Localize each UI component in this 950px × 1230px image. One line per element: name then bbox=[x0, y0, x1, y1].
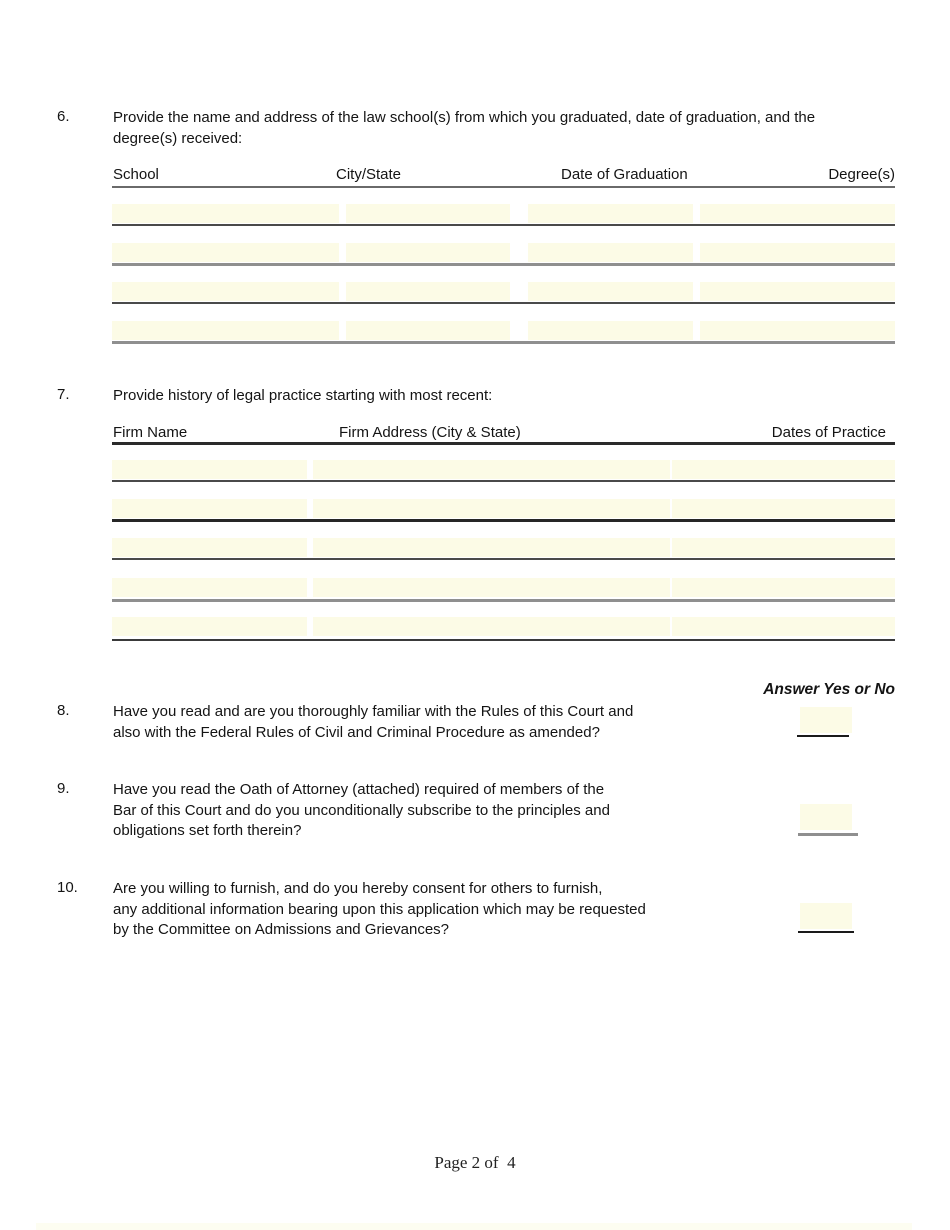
answer-8-underline bbox=[797, 735, 849, 737]
question-10-line2: any additional information bearing upon this application which may be requested bbox=[113, 900, 646, 918]
graduation-date-field-row3[interactable] bbox=[528, 282, 693, 301]
table7-header-rule bbox=[112, 442, 895, 445]
firm-address-field-row5[interactable] bbox=[313, 617, 670, 636]
answer-10-field[interactable] bbox=[800, 903, 852, 929]
school-field-row2[interactable] bbox=[112, 243, 339, 262]
practice-dates-field-row3[interactable] bbox=[672, 538, 895, 557]
school-field-row4[interactable] bbox=[112, 321, 339, 340]
question-7-number: 7. bbox=[57, 386, 70, 403]
page-number-footer: Page 2 of 4 bbox=[434, 1153, 516, 1172]
question-9-number: 9. bbox=[57, 780, 70, 797]
col-header-degrees: Degree(s) bbox=[828, 166, 895, 183]
question-6-line1: Provide the name and address of the law school(s) from which you graduated, date of graduation, and the bbox=[113, 109, 816, 126]
table6-row4-rule bbox=[112, 341, 895, 344]
table7-row5-rule bbox=[112, 639, 895, 641]
question-6-line2: degree(s) received: bbox=[113, 129, 243, 147]
degree-field-row3[interactable] bbox=[700, 282, 895, 301]
question-6-text bbox=[113, 108, 903, 149]
city-state-field-row3[interactable] bbox=[346, 282, 510, 301]
question-9-line3: obligations set forth therein? bbox=[113, 822, 302, 839]
col-header-date-of-graduation: Date of Graduation bbox=[561, 166, 688, 183]
col-header-firm-name: Firm Name bbox=[113, 424, 188, 441]
city-state-field-row1[interactable] bbox=[346, 204, 510, 223]
question-10-number: 10. bbox=[57, 879, 78, 896]
question-10-line1: Are you willing to furnish, and do you hereby consent for others to furnish, bbox=[113, 880, 603, 897]
firm-name-field-row1[interactable] bbox=[112, 460, 307, 479]
firm-address-field-row2[interactable] bbox=[313, 499, 670, 518]
col-header-city-state: City/State bbox=[336, 166, 402, 183]
question-9-text bbox=[113, 780, 753, 842]
table6-header-rule bbox=[112, 186, 895, 188]
firm-name-field-row3[interactable] bbox=[112, 538, 307, 557]
practice-dates-field-row4[interactable] bbox=[672, 578, 895, 597]
question-8-line2: also with the Federal Rules of Civil and Criminal Procedure as amended? bbox=[113, 723, 600, 741]
answer-8-field[interactable] bbox=[800, 707, 852, 733]
degree-field-row1[interactable] bbox=[700, 204, 895, 223]
col-header-firm-address: Firm Address (City & State) bbox=[339, 424, 521, 441]
table7-row2-rule bbox=[112, 519, 895, 522]
question-10-line3: by the Committee on Admissions and Grievances? bbox=[113, 921, 449, 938]
col-header-dates-of-practice: Dates of Practice bbox=[771, 424, 886, 441]
question-8-number: 8. bbox=[57, 702, 70, 719]
school-field-row1[interactable] bbox=[112, 204, 339, 223]
answer-9-underline bbox=[798, 833, 858, 836]
question-10-text bbox=[113, 879, 773, 941]
answer-yes-or-no-header: Answer Yes or No bbox=[763, 681, 895, 698]
table7-row1-rule bbox=[112, 480, 895, 482]
question-6-number: 6. bbox=[57, 108, 70, 125]
table7-row3-rule bbox=[112, 558, 895, 560]
question-8-line1: Have you read and are you thoroughly familiar with the Rules of this Court and bbox=[113, 703, 634, 720]
city-state-field-row4[interactable] bbox=[346, 321, 510, 340]
school-field-row3[interactable] bbox=[112, 282, 339, 301]
graduation-date-field-row2[interactable] bbox=[528, 243, 693, 262]
firm-name-field-row5[interactable] bbox=[112, 617, 307, 636]
degree-field-row2[interactable] bbox=[700, 243, 895, 262]
graduation-date-field-row4[interactable] bbox=[528, 321, 693, 340]
firm-name-field-row4[interactable] bbox=[112, 578, 307, 597]
firm-address-field-row4[interactable] bbox=[313, 578, 670, 597]
table6-row3-rule bbox=[112, 302, 895, 304]
col-header-school: School bbox=[113, 166, 159, 183]
firm-address-field-row1[interactable] bbox=[313, 460, 670, 479]
practice-dates-field-row5[interactable] bbox=[672, 617, 895, 636]
firm-address-field-row3[interactable] bbox=[313, 538, 670, 557]
degree-field-row4[interactable] bbox=[700, 321, 895, 340]
question-9-line2: Bar of this Court and do you unconditionally subscribe to the principles and bbox=[113, 801, 610, 819]
question-8-text bbox=[113, 702, 753, 743]
practice-dates-field-row1[interactable] bbox=[672, 460, 895, 479]
question-9-line1: Have you read the Oath of Attorney (attached) required of members of the bbox=[113, 781, 605, 798]
answer-9-field[interactable] bbox=[800, 804, 852, 830]
table6-row1-rule bbox=[112, 224, 895, 226]
city-state-field-row2[interactable] bbox=[346, 243, 510, 262]
table7-row4-rule bbox=[112, 599, 895, 602]
answer-10-underline bbox=[798, 931, 854, 933]
cutoff-field-strip bbox=[36, 1223, 912, 1230]
practice-dates-field-row2[interactable] bbox=[672, 499, 895, 518]
table6-row2-rule bbox=[112, 263, 895, 266]
graduation-date-field-row1[interactable] bbox=[528, 204, 693, 223]
question-7-text: Provide history of legal practice starting with most recent: bbox=[113, 387, 493, 404]
firm-name-field-row2[interactable] bbox=[112, 499, 307, 518]
